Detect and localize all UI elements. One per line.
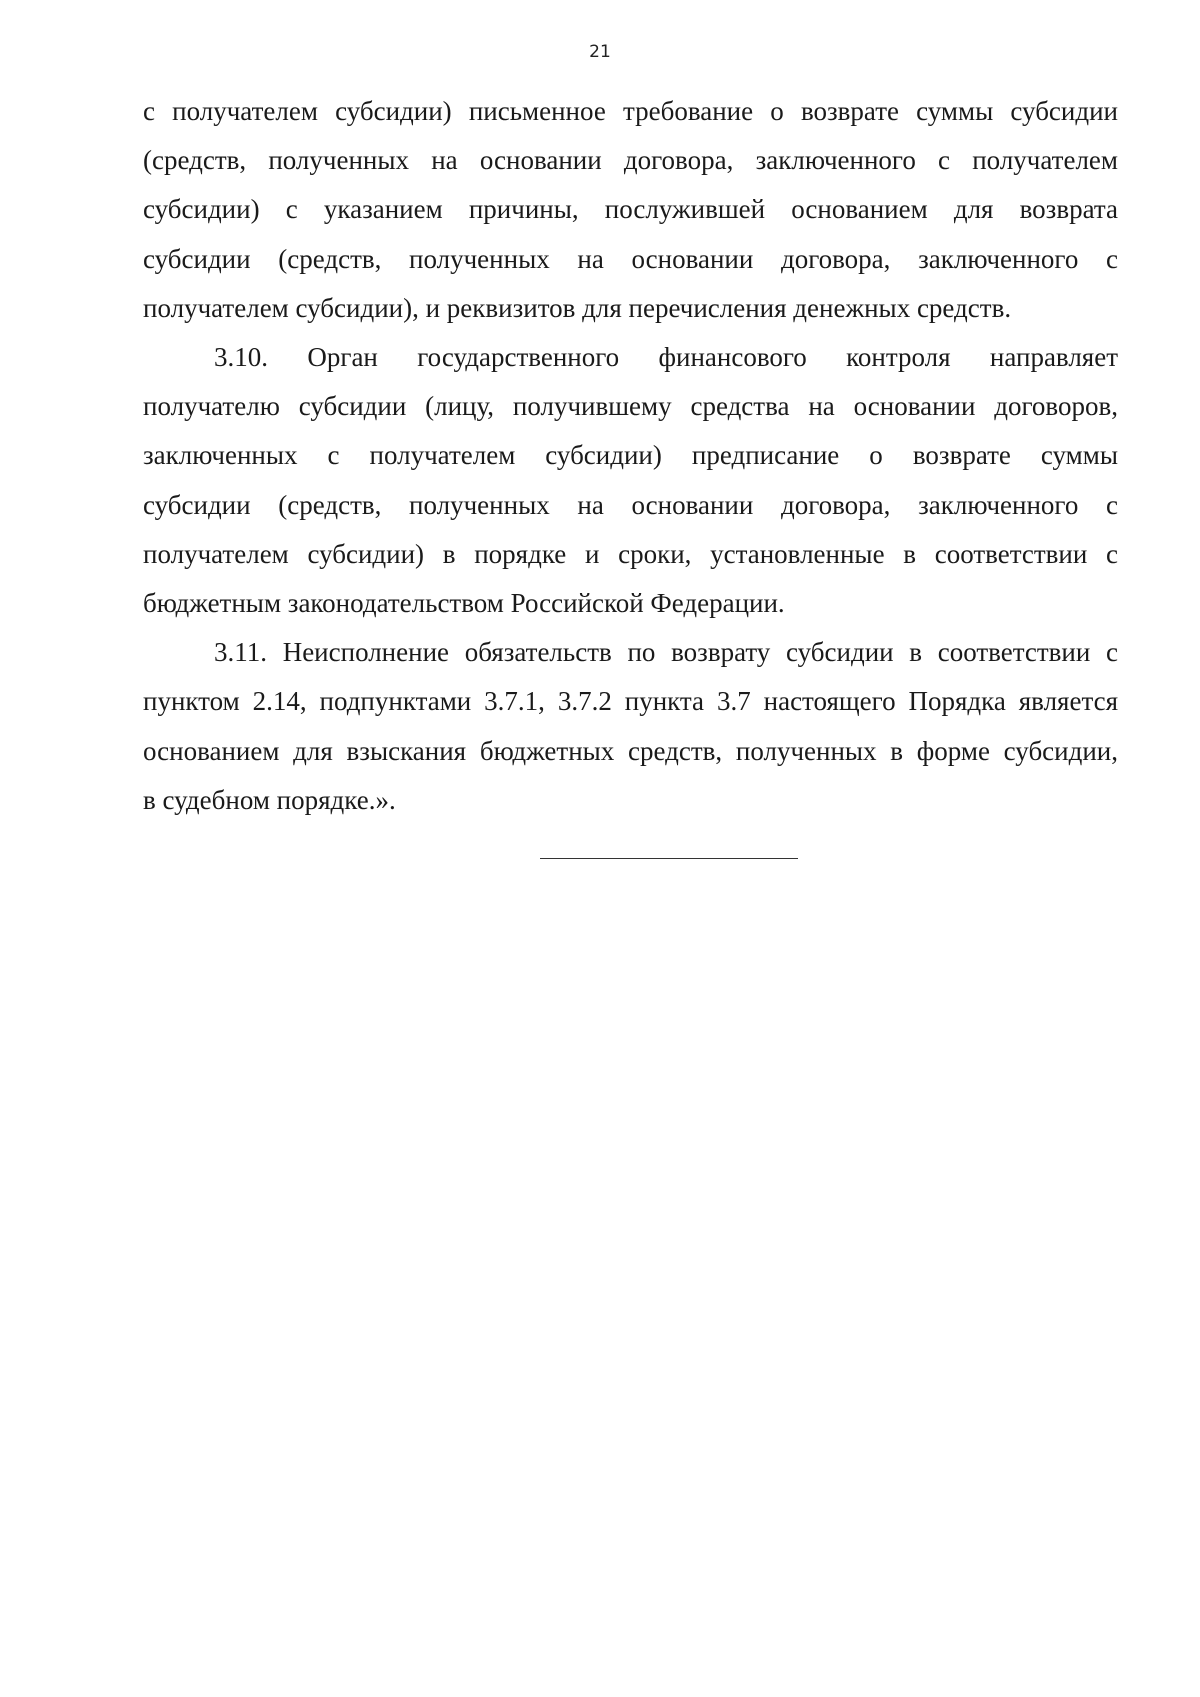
text-line: 3.10. Орган государственного финансового контроля направляет (214, 342, 1118, 373)
text-line: пунктом 2.14, подпунктами 3.7.1, 3.7.2 пункта 3.7 настоящего Порядка является (143, 686, 1118, 717)
text-line: получателем субсидии), и реквизитов для перечисления денежных средств. (143, 292, 1012, 323)
text-line: субсидии) с указанием причины, послужившей основанием для возврата (143, 194, 1118, 225)
text-line: заключенных с получателем субсидии) предписание о возврате суммы (143, 440, 1118, 471)
text-line: получателем субсидии) в порядке и сроки, установленные в соответствии с (143, 538, 1118, 569)
text-line: с получателем субсидии) письменное требование о возврате суммы субсидии (143, 96, 1118, 126)
page-number: 21 (589, 42, 611, 62)
document-body (143, 87, 1118, 825)
text-line: получателю субсидии (лицу, получившему средства на основании договоров, (143, 391, 1118, 422)
closing-divider (540, 858, 798, 859)
text-line: субсидии (средств, полученных на основании договора, заключенного с (143, 243, 1118, 274)
text-line: основанием для взыскания бюджетных средств, полученных в форме субсидии, (143, 735, 1118, 766)
paragraph-clause-3-10 (143, 333, 1118, 628)
paragraph-clause-3-11 (143, 628, 1118, 825)
text-line: (средств, полученных на основании договора, заключенного с получателем (143, 145, 1118, 176)
text-line: бюджетным законодательством Российской Федерации. (143, 588, 785, 619)
paragraph-continuation (143, 87, 1118, 333)
text-line: субсидии (средств, полученных на основании договора, заключенного с (143, 489, 1118, 520)
text-line: в судебном порядке.». (143, 784, 396, 815)
text-line: 3.11. Неисполнение обязательств по возврату субсидии в соответствии с (214, 637, 1118, 668)
